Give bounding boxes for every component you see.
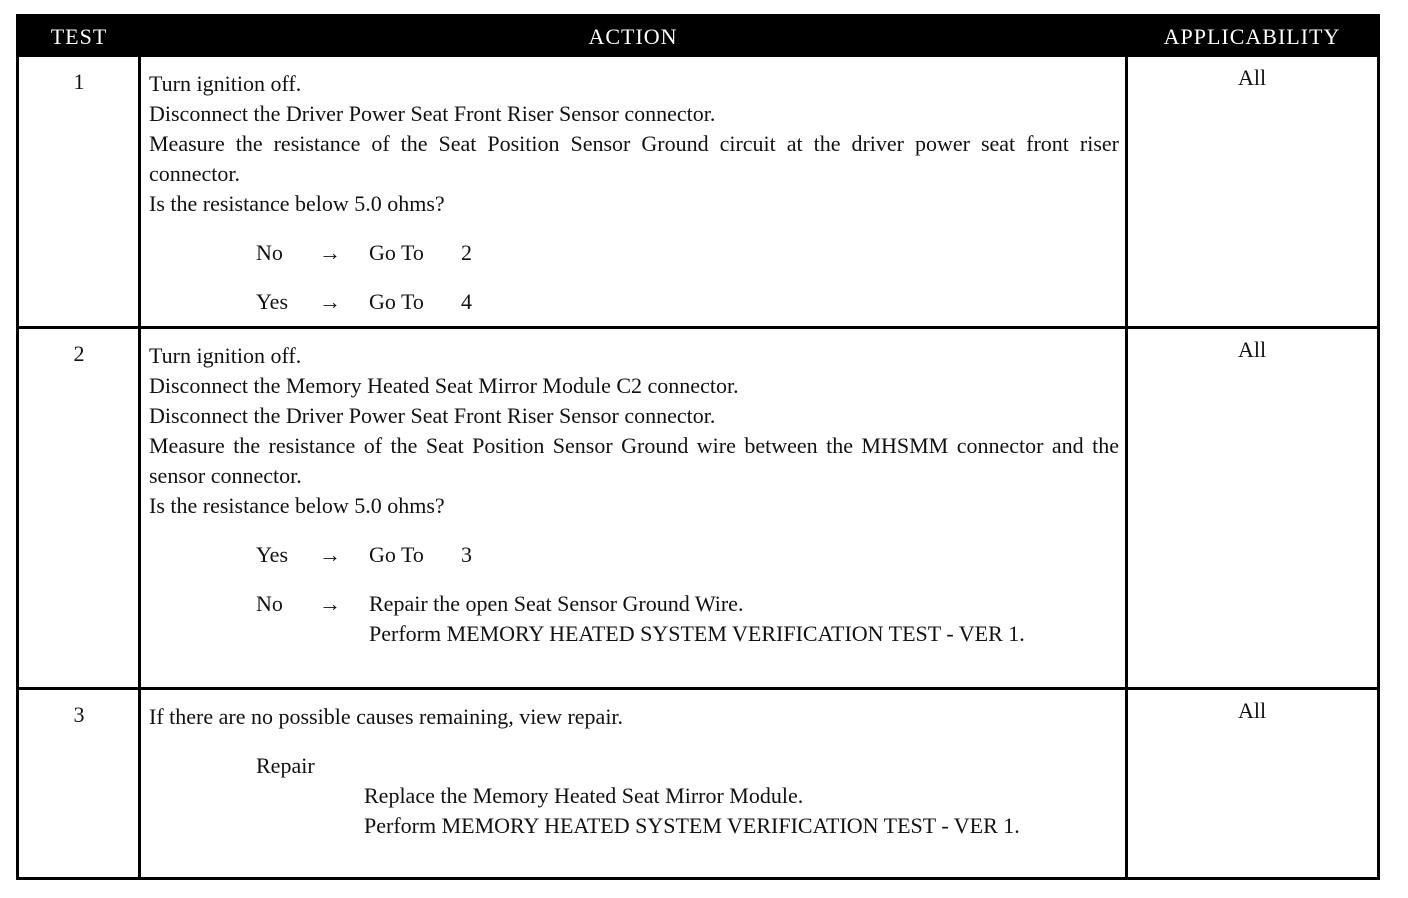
goto-target: 4	[461, 289, 472, 314]
test-number: 2	[73, 341, 85, 366]
action-line: Is the resistance below 5.0 ohms?	[149, 493, 445, 518]
goto-target: 3	[461, 542, 472, 567]
arrow-icon: →	[319, 240, 341, 265]
action-line: Disconnect the Driver Power Seat Front Riser Sensor connector.	[149, 101, 716, 126]
applicability-value: All	[1237, 337, 1267, 362]
goto-target: 2	[461, 240, 472, 265]
test-number: 3	[73, 702, 85, 727]
action-line: Measure the resistance of the Seat Position Sensor Ground circuit at the driver power seat front riser connector.	[149, 131, 1119, 186]
arrow-icon: →	[319, 289, 341, 314]
table-row-test-3	[19, 690, 1377, 877]
action-cell	[149, 69, 1119, 317]
branch-result	[369, 589, 1119, 649]
action-line: Disconnect the Memory Heated Seat Mirror Module C2 connector.	[149, 373, 739, 398]
table-header	[19, 17, 1377, 57]
arrow-icon: →	[319, 542, 341, 567]
applicability-value: All	[1237, 65, 1267, 90]
branch-yes	[149, 287, 1119, 317]
branch-condition: Yes	[256, 289, 289, 314]
action-line: Is the resistance below 5.0 ohms?	[149, 191, 445, 216]
branch-yes	[149, 540, 1119, 570]
header-test: TEST	[50, 24, 108, 49]
branch-no	[149, 238, 1119, 268]
goto-label: Go To	[369, 240, 424, 265]
header-action: ACTION	[588, 24, 678, 49]
result-line: Perform MEMORY HEATED SYSTEM VERIFICATION TEST - VER 1.	[369, 621, 1025, 646]
test-number: 1	[73, 69, 85, 94]
branch-condition: No	[256, 240, 283, 265]
branch-condition: Yes	[256, 542, 289, 567]
column-divider	[1125, 57, 1128, 877]
goto-label: Go To	[369, 542, 424, 567]
table-row-test-2	[19, 329, 1377, 690]
action-line: Measure the resistance of the Seat Position Sensor Ground wire between the MHSMM connector and the sensor connector.	[149, 433, 1119, 488]
repair-label: Repair	[256, 753, 315, 778]
repair-line: Perform MEMORY HEATED SYSTEM VERIFICATION TEST - VER 1.	[364, 813, 1020, 838]
action-cell	[149, 341, 1119, 679]
repair-instructions	[364, 781, 1119, 841]
applicability-value: All	[1237, 698, 1267, 723]
branch-no	[149, 589, 1119, 679]
action-cell	[149, 702, 1119, 841]
result-line: Repair the open Seat Sensor Ground Wire.	[369, 591, 744, 616]
goto-label: Go To	[369, 289, 424, 314]
arrow-icon: →	[319, 591, 341, 616]
repair-line: Replace the Memory Heated Seat Mirror Module.	[364, 783, 804, 808]
diagnostic-test-table	[16, 14, 1380, 880]
action-line: Turn ignition off.	[149, 71, 302, 96]
table-row-test-1	[19, 57, 1377, 329]
column-divider	[138, 57, 141, 877]
header-applicability: APPLICABILITY	[1163, 24, 1341, 49]
action-line: Turn ignition off.	[149, 343, 302, 368]
action-line: Disconnect the Driver Power Seat Front Riser Sensor connector.	[149, 403, 716, 428]
action-line: If there are no possible causes remaining, view repair.	[149, 704, 624, 729]
branch-condition: No	[256, 591, 283, 616]
